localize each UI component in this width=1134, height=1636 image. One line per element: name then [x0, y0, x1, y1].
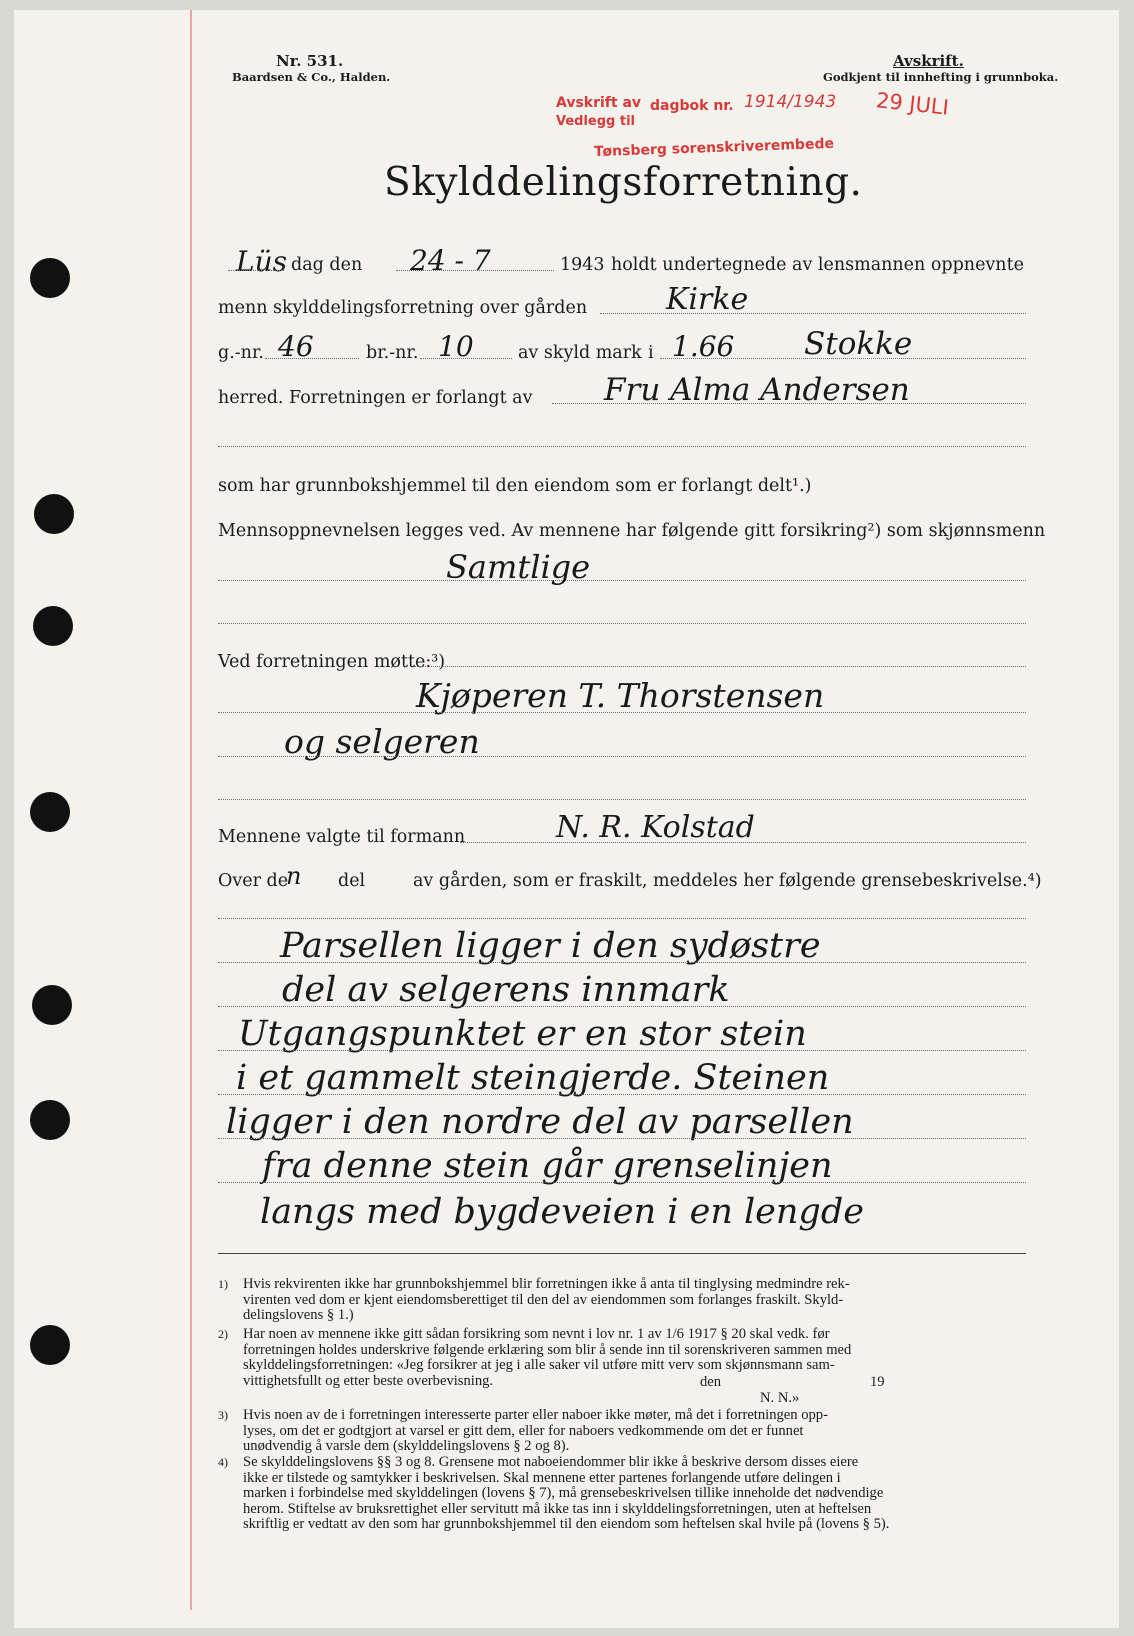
footnote-3: 3) Hvis noen av de i forretningen interesserte parter eller naboer ikke møter, må det i forretningen opp- lyses, om det er godtgjort at varsel er gitt dem, eller for naboers vedkommende om det er funnet unødvendig å varsle dem (skylddelingslovens § 2 og 8). [218, 1407, 828, 1455]
stamp-line3: Tønsberg sorenskriverembede [593, 135, 835, 161]
margin-line [190, 10, 192, 1610]
brnr-handwritten: 10 [438, 330, 474, 363]
menn-text: menn skylddelingsforretning over gården [218, 298, 588, 318]
attended-2-handwritten: og selgeren [284, 722, 480, 761]
footnote-4: 4) Se skylddelingslovens §§ 3 og 8. Grensene mot naboeiendommer blir ikke å beskrive dersom disses eiere ikke er tilstede og samtykker i beskrivelsen. Skal mennene etter partenes forlangende utføre delingen i marken i forbindelse med skylddelingen (lovens § 7), må grensebeskrivelsen tillike inneholde det nødvendige herom. Stiftelse av bruksrettighet eller servitutt må ikke tas inn i skylddelingsforretningen, uten at heftelsen skriftlig er vedtatt av den som har grunnbokshjemmel til den eiendom som heftelsen skal hvile på (lovens § 5). [218, 1454, 890, 1533]
footnote-2-den: den [700, 1374, 722, 1390]
year-value: 1943 [560, 255, 605, 275]
dag-den-label: dag den [291, 255, 363, 275]
description-line: fra denne stein går grenselinjen [262, 1146, 833, 1186]
herred-text: herred. Forretningen er forlangt av [218, 388, 533, 408]
requested-by-handwritten: Fru Alma Andersen [604, 372, 910, 408]
stamp-number: 1914/1943 [744, 92, 837, 112]
formann-label: Mennene valgte til formann [218, 827, 466, 847]
description-line: langs med bygdeveien i en lengde [260, 1192, 864, 1232]
del-text: del [338, 871, 366, 891]
farm-name-handwritten: Kirke [666, 282, 749, 317]
date-handwritten: 24 - 7 [410, 244, 491, 277]
oppnevnelse-text: Mennsoppnevnelsen legges ved. Av mennene har følgende gitt forsikring²) som skjønnsmenn [218, 521, 1046, 541]
form-number: Nr. 531. [276, 52, 344, 70]
stamp-line1b: dagbok nr. [650, 98, 734, 114]
punch-hole [33, 606, 73, 646]
footnote-2-year: 19 [870, 1374, 885, 1390]
gnr-label: g.-nr. [218, 343, 264, 363]
municipality-handwritten: Stokke [804, 326, 913, 362]
description-line: Utgangspunktet er en stor stein [238, 1014, 807, 1054]
punch-hole [34, 494, 74, 534]
attended-1-handwritten: Kjøperen T. Thorstensen [416, 676, 825, 715]
punch-hole [32, 985, 72, 1025]
description-line: Parsellen ligger i den sydøstre [280, 926, 821, 966]
approval-note: Godkjent til innhefting i grunnboka. [823, 70, 1059, 84]
punch-hole [30, 258, 70, 298]
document-title: Skylddelingsforretning. [384, 160, 863, 205]
over-de-text: Over de [218, 871, 289, 891]
held-text: holdt undertegnede av lensmannen oppnevnte [611, 255, 1024, 275]
description-line: del av selgerens innmark [282, 970, 730, 1010]
description-line: ligger i den nordre del av parsellen [226, 1102, 854, 1142]
brnr-label: br.-nr. [366, 343, 419, 363]
copy-label: Avskrift. [893, 52, 964, 70]
stamp-line1: Avskrift av [556, 95, 642, 111]
footnote-2: 2) Har noen av mennene ikke gitt sådan forsikring som nevnt i lov nr. 1 av 1/6 1917 § 20 skal vedk. før forretningen holdes underskrive følgende erklæring som blir å sende inn til sorenskriveren sammen med skylddelingsforretningen: «Jeg forsikrer at jeg i alle saker vil utføre mitt verv som skjønnsmann sam- vittighetsfullt og etter beste overbevisning. [218, 1326, 852, 1389]
printer-name: Baardsen & Co., Halden. [232, 70, 391, 84]
footnote-2-nn: N. N.» [760, 1390, 800, 1406]
sworn-handwritten: Samtlige [446, 548, 591, 586]
gnr-handwritten: 46 [278, 330, 314, 363]
punch-hole [30, 792, 70, 832]
attended-label: Ved forretningen møtte:³) [218, 652, 446, 672]
punch-hole [30, 1100, 70, 1140]
stamp-line2: Vedlegg til [556, 114, 636, 129]
skyld-label: av skyld mark [518, 343, 642, 363]
i-label: i [648, 343, 654, 363]
punch-hole [30, 1325, 70, 1365]
description-line: i et gammelt steingjerde. Steinen [236, 1058, 830, 1098]
grense-text: av gården, som er fraskilt, meddeles her følgende grensebeskrivelse.⁴) [413, 871, 1042, 891]
hjemmel-text: som har grunnbokshjemmel til den eiendom som er forlangt delt¹.) [218, 476, 812, 496]
skyld-handwritten: 1.66 [672, 330, 735, 363]
stamp-date: 29 JULI [874, 88, 950, 120]
footnote-1: 1) Hvis rekvirenten ikke har grunnbokshjemmel blir forretningen ikke å anta til tinglysing medmindre rek- virenten ved dom er kjent eiendomsberettiget til den del av eiendommen som forlanges fraskilt. Skyld- delingslovens § 1.) [218, 1276, 850, 1324]
over-de-handwritten: n [286, 862, 302, 890]
place-handwritten: Lüs [236, 245, 287, 278]
formann-handwritten: N. R. Kolstad [556, 810, 755, 845]
